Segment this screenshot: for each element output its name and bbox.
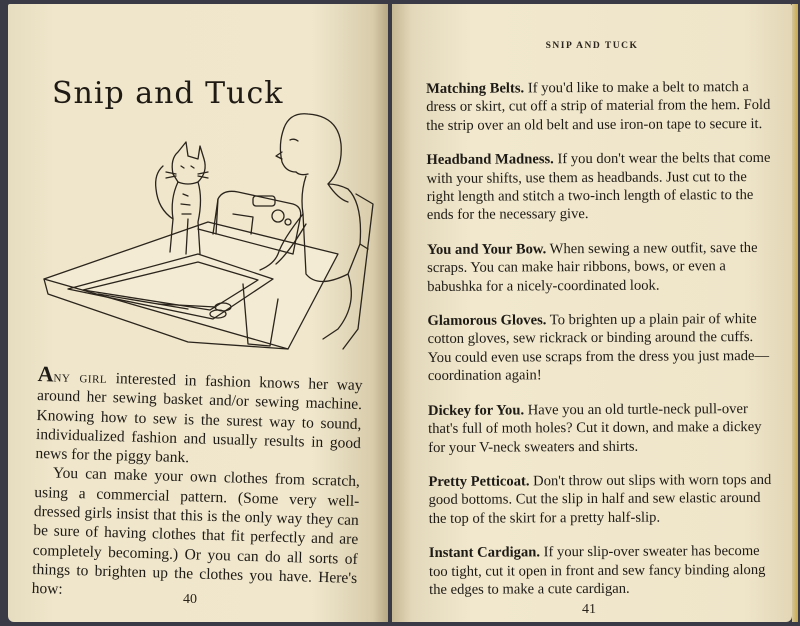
tip-title: Glamorous Gloves.	[427, 312, 547, 330]
intro-paragraph	[35, 361, 363, 473]
chapter-title: Snip and Tuck	[52, 76, 284, 112]
tip-body: When sewing a new outfit, save the scraps. You can make hair ribbons, bows, or even a babushka for a nicely-coordinated look.	[427, 239, 758, 295]
tip-title: Matching Belts.	[426, 80, 525, 97]
tip-body: If your slip-over sweater has become too tight, cut it open in front and sew fancy binding along the edges to make a cute cardigan.	[428, 543, 766, 598]
running-head: SNIP AND TUCK	[545, 41, 639, 51]
tip-pretty-petticoat	[428, 471, 774, 528]
tips-list	[426, 78, 775, 615]
tip-title: You and Your Bow.	[426, 241, 547, 258]
tip-title: Headband Madness.	[426, 151, 554, 169]
tip-instant-cardigan	[429, 542, 775, 599]
tip-you-and-your-bow	[427, 239, 773, 296]
tip-dickey-for-you	[428, 400, 774, 457]
tip-glamorous-gloves	[427, 310, 773, 386]
page-number-right: 41	[582, 602, 596, 617]
tip-body: To brighten up a plain pair of white cotton gloves, sew rickrack or binding around the cuffs. You could even use scraps from the dress you just made—coordination again!	[427, 311, 770, 385]
tip-body: If you'd like to make a belt to match a dress or skirt, cut off a strip of material from the hem. Fold the strip over an old belt and use iron-on tape to secure it.	[426, 79, 771, 134]
tip-headband-madness	[426, 149, 772, 225]
tip-body: Have you an old turtle-neck pull-over that's full of moth holes? Cut it down, and make a dickey for your V-neck sweaters and shirts.	[428, 400, 762, 456]
right-page	[392, 4, 792, 622]
page-number-left: 40	[183, 592, 197, 607]
tip-body: Don't throw out slips with worn tops and good bottoms. Cut the slip in half and sew elastic around the top of the skirt for a pretty half-slip.	[428, 471, 772, 527]
second-paragraph: You can make your own clothes from scratch, using a commercial pattern. (Some very well-dressed girls insist that this is the only way they can be sure of having clothes that fit perfectly and are completely becoming.) Or you can do all sorts of things to brighten up the clothes you have. Here's how:	[31, 464, 361, 599]
drop-cap: A	[37, 361, 54, 387]
intro-text	[31, 361, 363, 608]
intro-rest: interested in fashion knows her way around her sewing basket and/or sewing machine. Knowing how to sew is the surest way to sound, individualized fashion and usually results in good news for the piggy bank.	[35, 369, 363, 467]
tip-title: Instant Cardigan.	[428, 544, 541, 562]
tip-matching-belts	[426, 78, 772, 135]
intro-smallcaps: ny girl	[53, 368, 108, 387]
left-page	[8, 4, 388, 622]
girl-at-sewing-machine-with-cat-illustration	[38, 104, 378, 359]
tip-title: Pretty Petticoat.	[428, 473, 530, 490]
tip-body: If you don't wear the belts that come with your shifts, use them as headbands. Just cut to the right length and stitch a two-inch length of elastic to the ends for the necessary give.	[426, 150, 771, 224]
tip-title: Dickey for You.	[427, 402, 525, 419]
